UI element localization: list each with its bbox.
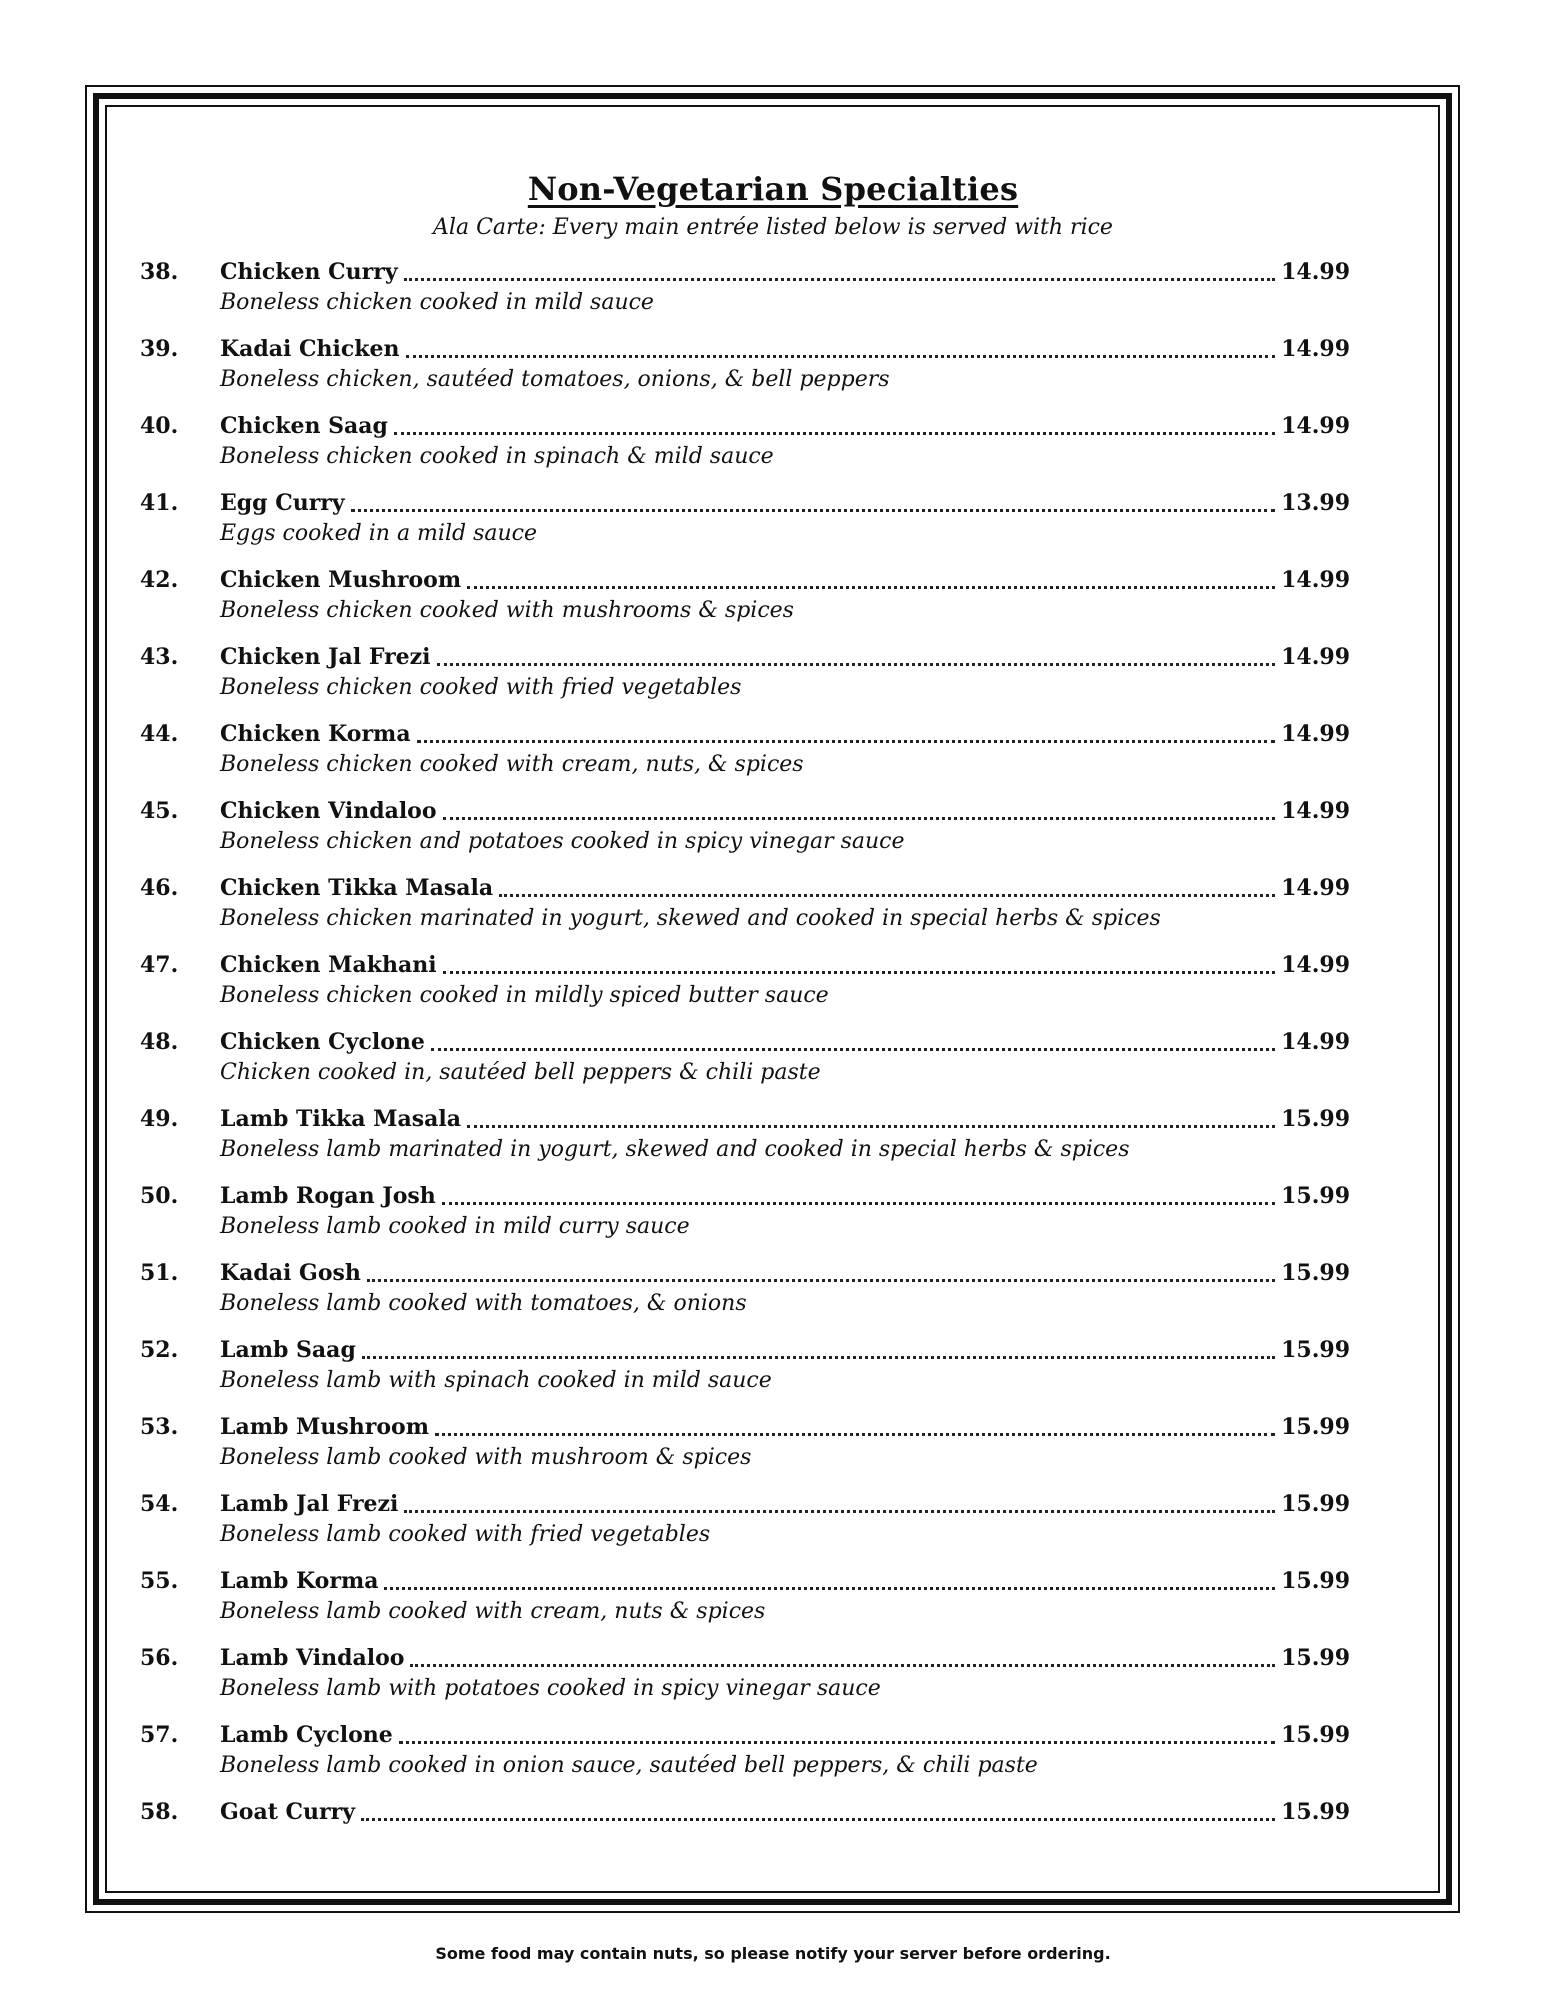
item-price: 15.99: [1281, 1260, 1350, 1286]
dot-leader: [437, 663, 1276, 666]
menu-item: [140, 1719, 1350, 1796]
menu-item: [140, 487, 1350, 564]
item-name: Lamb Vindaloo: [220, 1645, 405, 1671]
item-number: 51.: [140, 1260, 179, 1286]
item-number: 38.: [140, 259, 179, 285]
dot-leader: [399, 1741, 1275, 1744]
page-title: Non-Vegetarian Specialties: [527, 170, 1019, 208]
item-description: Boneless chicken, sautéed tomatoes, onions, & bell peppers: [220, 367, 890, 392]
dot-leader: [384, 1587, 1275, 1590]
item-number: 54.: [140, 1491, 179, 1517]
item-name: Chicken Makhani: [220, 952, 437, 978]
item-number: 50.: [140, 1183, 179, 1209]
menu-item: [140, 333, 1350, 410]
item-name: Lamb Jal Frezi: [220, 1491, 399, 1517]
item-name: Chicken Vindaloo: [220, 798, 437, 824]
item-name: Chicken Saag: [220, 413, 388, 439]
item-price: 14.99: [1281, 259, 1350, 285]
item-price: 15.99: [1281, 1414, 1350, 1440]
item-description: Boneless lamb cooked with tomatoes, & onions: [220, 1291, 747, 1316]
item-number: 46.: [140, 875, 179, 901]
menu-item: [140, 1565, 1350, 1642]
item-description: Boneless lamb with potatoes cooked in spicy vinegar sauce: [220, 1676, 881, 1701]
item-name: Chicken Tikka Masala: [220, 875, 494, 901]
item-description: Boneless lamb cooked with fried vegetables: [220, 1522, 711, 1547]
item-description: Boneless lamb cooked in mild curry sauce: [220, 1214, 690, 1239]
menu-item: [140, 1642, 1350, 1719]
item-price: 13.99: [1281, 490, 1350, 516]
item-name: Chicken Curry: [220, 259, 398, 285]
menu-item: [140, 1796, 1350, 1873]
item-price: 15.99: [1281, 1568, 1350, 1594]
dot-leader: [435, 1433, 1275, 1436]
item-price: 14.99: [1281, 952, 1350, 978]
item-price: 15.99: [1281, 1337, 1350, 1363]
menu-item: [140, 795, 1350, 872]
item-name: Lamb Cyclone: [220, 1722, 393, 1748]
item-name: Egg Curry: [220, 490, 345, 516]
dot-leader: [410, 1664, 1275, 1667]
item-description: Boneless chicken cooked in spinach & mild sauce: [220, 444, 774, 469]
item-price: 14.99: [1281, 1029, 1350, 1055]
menu-item: [140, 949, 1350, 1026]
item-description: Boneless chicken cooked in mildly spiced butter sauce: [220, 983, 829, 1008]
menu-item: [140, 564, 1350, 641]
item-description: Boneless chicken cooked with fried vegetables: [220, 675, 742, 700]
item-name: Kadai Gosh: [220, 1260, 361, 1286]
dot-leader: [362, 1356, 1275, 1359]
dot-leader: [351, 509, 1275, 512]
dot-leader: [431, 1048, 1275, 1051]
item-number: 57.: [140, 1722, 179, 1748]
dot-leader: [443, 817, 1276, 820]
item-description: Chicken cooked in, sautéed bell peppers & chili paste: [220, 1060, 821, 1085]
dot-leader: [404, 1510, 1275, 1513]
item-number: 52.: [140, 1337, 179, 1363]
item-price: 14.99: [1281, 413, 1350, 439]
item-price: 14.99: [1281, 336, 1350, 362]
dot-leader: [406, 355, 1276, 358]
item-description: Eggs cooked in a mild sauce: [220, 521, 537, 546]
item-name: Chicken Mushroom: [220, 567, 462, 593]
dot-leader: [443, 971, 1276, 974]
menu-item: [140, 872, 1350, 949]
item-number: 43.: [140, 644, 179, 670]
item-price: 14.99: [1281, 875, 1350, 901]
menu-item: [140, 1257, 1350, 1334]
item-number: 56.: [140, 1645, 179, 1671]
menu-list: [140, 256, 1350, 1873]
dot-leader: [467, 586, 1275, 589]
dot-leader: [442, 1202, 1275, 1205]
item-description: Boneless lamb with spinach cooked in mild sauce: [220, 1368, 772, 1393]
menu-item: [140, 1488, 1350, 1565]
item-description: Boneless lamb cooked with cream, nuts & spices: [220, 1599, 766, 1624]
item-price: 15.99: [1281, 1106, 1350, 1132]
item-description: Boneless chicken cooked with mushrooms & spices: [220, 598, 794, 623]
item-name: Lamb Korma: [220, 1568, 379, 1594]
item-number: 45.: [140, 798, 179, 824]
item-description: Boneless lamb cooked with mushroom & spices: [220, 1445, 752, 1470]
dot-leader: [394, 432, 1275, 435]
dot-leader: [361, 1818, 1275, 1821]
item-name: Chicken Cyclone: [220, 1029, 425, 1055]
dot-leader: [367, 1279, 1275, 1282]
menu-item: [140, 1180, 1350, 1257]
item-price: 15.99: [1281, 1799, 1350, 1825]
item-description: Boneless lamb cooked in onion sauce, sautéed bell peppers, & chili paste: [220, 1753, 1038, 1778]
item-description: Boneless lamb marinated in yogurt, skewed and cooked in special herbs & spices: [220, 1137, 1130, 1162]
dot-leader: [467, 1125, 1275, 1128]
item-description: Boneless chicken cooked in mild sauce: [220, 290, 654, 315]
item-price: 15.99: [1281, 1183, 1350, 1209]
menu-item: [140, 1026, 1350, 1103]
menu-item: [140, 1411, 1350, 1488]
item-price: 14.99: [1281, 567, 1350, 593]
dot-leader: [499, 894, 1275, 897]
item-number: 49.: [140, 1106, 179, 1132]
item-name: Lamb Saag: [220, 1337, 356, 1363]
item-price: 15.99: [1281, 1491, 1350, 1517]
item-description: Boneless chicken and potatoes cooked in spicy vinegar sauce: [220, 829, 905, 854]
item-name: Chicken Jal Frezi: [220, 644, 431, 670]
item-name: Goat Curry: [220, 1799, 356, 1825]
item-name: Kadai Chicken: [220, 336, 400, 362]
item-name: Lamb Tikka Masala: [220, 1106, 462, 1132]
item-price: 14.99: [1281, 798, 1350, 824]
item-description: Boneless chicken cooked with cream, nuts, & spices: [220, 752, 804, 777]
page-subtitle: Ala Carte: Every main entrée listed below is served with rice: [433, 215, 1113, 240]
item-number: 58.: [140, 1799, 179, 1825]
item-number: 44.: [140, 721, 179, 747]
menu-item: [140, 1103, 1350, 1180]
item-name: Chicken Korma: [220, 721, 411, 747]
menu-item: [140, 1334, 1350, 1411]
item-number: 41.: [140, 490, 179, 516]
item-number: 39.: [140, 336, 179, 362]
item-price: 14.99: [1281, 721, 1350, 747]
item-number: 53.: [140, 1414, 179, 1440]
menu-item: [140, 641, 1350, 718]
item-number: 40.: [140, 413, 179, 439]
item-name: Lamb Rogan Josh: [220, 1183, 436, 1209]
item-name: Lamb Mushroom: [220, 1414, 429, 1440]
dot-leader: [417, 740, 1276, 743]
item-price: 15.99: [1281, 1645, 1350, 1671]
item-number: 47.: [140, 952, 179, 978]
menu-item: [140, 718, 1350, 795]
menu-item: [140, 256, 1350, 333]
footer-note: Some food may contain nuts, so please notify your server before ordering.: [435, 1944, 1111, 1963]
item-number: 42.: [140, 567, 179, 593]
item-number: 48.: [140, 1029, 179, 1055]
item-number: 55.: [140, 1568, 179, 1594]
dot-leader: [404, 278, 1275, 281]
menu-item: [140, 410, 1350, 487]
item-price: 14.99: [1281, 644, 1350, 670]
item-price: 15.99: [1281, 1722, 1350, 1748]
item-description: Boneless chicken marinated in yogurt, skewed and cooked in special herbs & spices: [220, 906, 1161, 931]
